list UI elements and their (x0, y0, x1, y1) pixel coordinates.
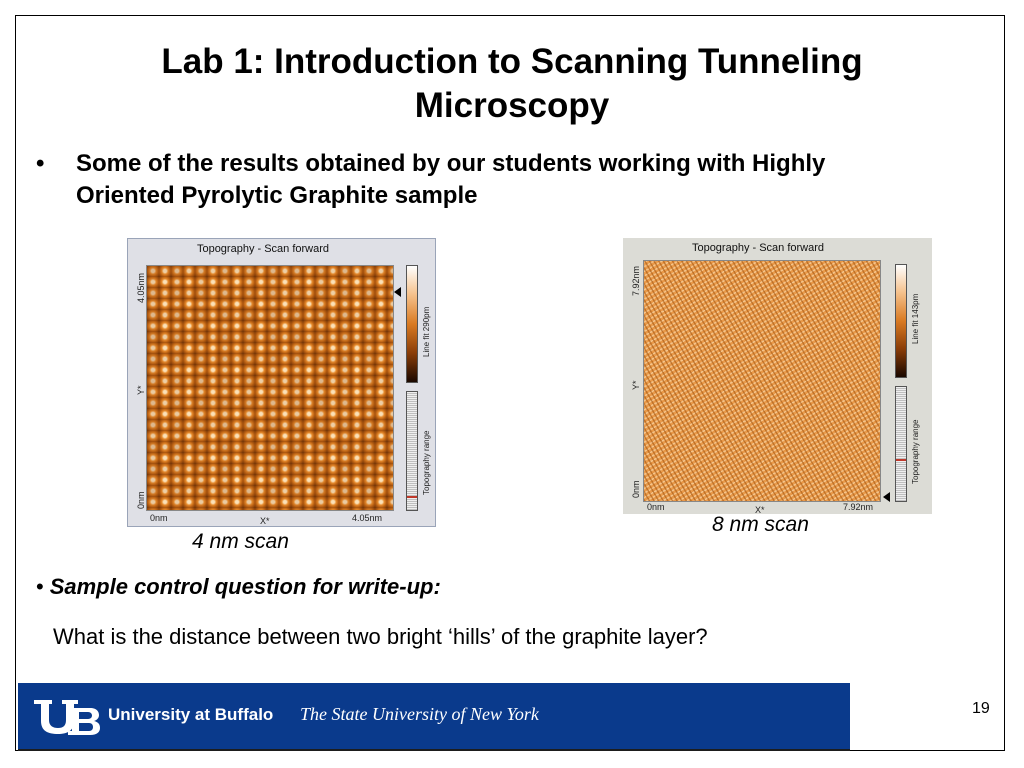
caption-8nm: 8 nm scan (712, 513, 809, 536)
y-axis-label: Y* (136, 385, 146, 395)
topography-range-bar[interactable] (895, 386, 907, 502)
x-min-label: 0nm (647, 502, 665, 512)
colorbar-label: Line fit 143pm (911, 293, 920, 344)
y-max-label: 4.05nm (136, 272, 146, 303)
stm-image-4nm (127, 238, 436, 527)
level-marker-icon[interactable] (394, 287, 401, 297)
bullet-control-question-text: Sample control question for write-up: (49, 574, 441, 599)
y-min-label: 0nm (136, 491, 146, 509)
image-title: Topography - Scan forward (691, 242, 825, 254)
bullet-control-question (36, 574, 441, 600)
topography-plot (146, 265, 394, 511)
y-axis-label: Y* (631, 380, 641, 390)
range-label: Topography range (422, 430, 431, 495)
range-label: Topography range (911, 419, 920, 484)
footer-bar (18, 683, 850, 751)
colorbar (406, 265, 418, 383)
x-min-label: 0nm (150, 513, 168, 523)
y-max-label: 7.92nm (631, 265, 641, 296)
ub-logo-icon (32, 696, 100, 736)
caption-4nm: 4 nm scan (192, 530, 289, 553)
bullet-results-text: Some of the results obtained by our students working with Highly Oriented Pyrolytic Graphite sample (76, 150, 826, 209)
x-max-label: 4.05nm (352, 513, 383, 523)
control-question: What is the distance between two bright ‘hills’ of the graphite layer? (53, 624, 708, 649)
bullet-symbol: • (36, 574, 44, 599)
bullet-symbol: • (36, 150, 45, 177)
topography-plot (643, 260, 881, 502)
range-marker[interactable] (896, 459, 906, 461)
colorbar-label: Line fit 290pm (422, 306, 431, 357)
slide-title: Lab 1: Introduction to Scanning Tunneling Microscopy (161, 42, 863, 125)
y-min-label: 0nm (631, 480, 641, 498)
topography-range-bar[interactable] (406, 391, 418, 511)
range-marker[interactable] (407, 496, 417, 498)
x-axis-label: X* (260, 516, 270, 526)
x-axis-label: X* (755, 505, 765, 515)
university-name: University at Buffalo (108, 705, 274, 724)
stm-image-8nm (623, 238, 932, 514)
level-marker-icon[interactable] (883, 492, 890, 502)
university-subtitle: The State University of New York (300, 704, 539, 724)
x-max-label: 7.92nm (843, 502, 874, 512)
colorbar (895, 264, 907, 378)
image-title: Topography - Scan forward (196, 243, 330, 255)
page-number: 19 (972, 700, 990, 717)
